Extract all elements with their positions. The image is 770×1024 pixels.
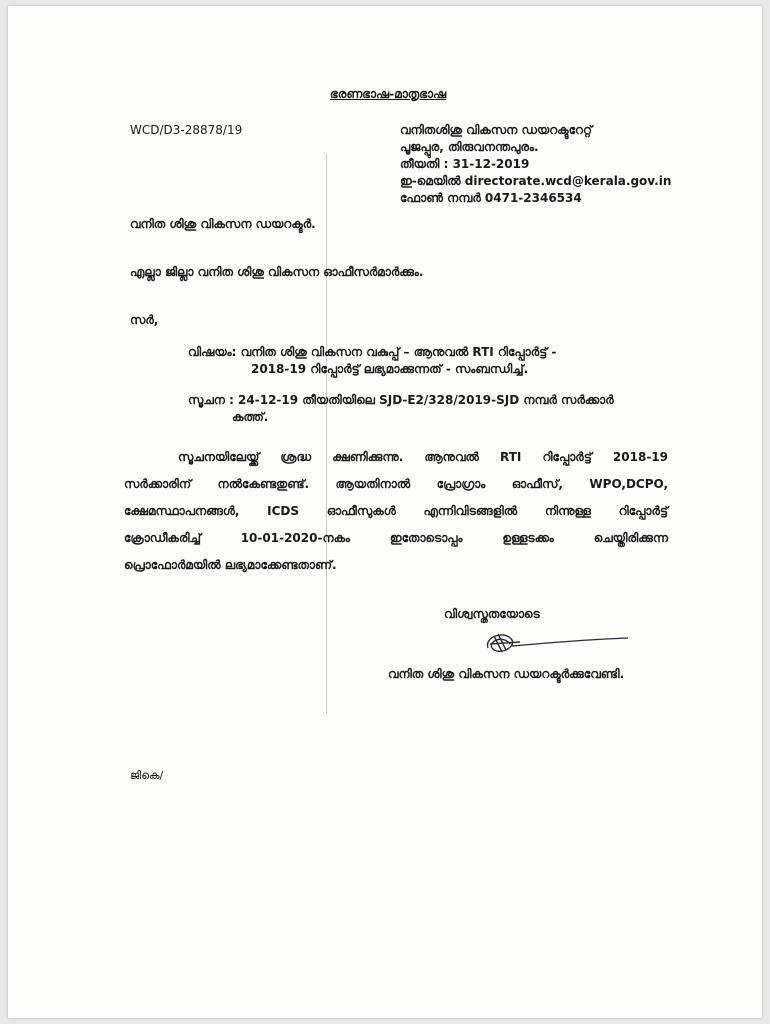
- signatory: വനിത ശിശു വികസന ഡയറക്ടർക്കുവേണ്ടി.: [388, 667, 625, 681]
- letter-page: [8, 6, 762, 1018]
- body-line: പ്രൊഫോർമയിൽ ലഭ്യമാക്കേണ്ടതാണ്.: [124, 558, 337, 572]
- signature: [476, 626, 636, 660]
- body-line: ക്ഷേമസ്ഥാപനങ്ങൾ, ICDS ഓഫീസുകൾ എന്നിവിടങ്ങളിൽ നിന്നുള്ള റിപ്പോർട്ട്: [124, 504, 668, 518]
- salutation: സർ,: [130, 313, 159, 327]
- initials: ജികെ/: [130, 769, 164, 782]
- sender: വനിത ശിശു വികസന ഡയറക്ടർ.: [130, 217, 316, 231]
- office-email: ഇ-മെയിൽ directorate.wcd@kerala.gov.in: [400, 174, 672, 188]
- body-line: സൂചനയിലേയ്ക്ക് ശ്രദ്ധ ക്ഷണിക്കുന്നു. ആനുവൽ RTI റിപ്പോർട്ട് 2018-19: [178, 450, 668, 464]
- subject-line-2: 2018-19 റിപ്പോർട്ട് ലഭ്യമാക്കുന്നത് - സംബന്ധിച്ച്.: [251, 362, 529, 376]
- reference-number: WCD/D3-28878/19: [130, 123, 243, 137]
- closing: വിശ്വസ്തതയോടെ: [444, 607, 540, 621]
- office-place: പൂജപ്പുര, തിരുവനന്തപുരം.: [400, 140, 539, 154]
- body-line: ക്രോഡീകരിച്ച് 10-01-2020-നകം ഇതോടൊപ്പം ഉള്ളടക്കം ചെയ്തിരിക്കുന്ന: [124, 531, 668, 545]
- office-name: വനിതശിശു വികസന ഡയറക്ടറേറ്റ്: [400, 123, 593, 137]
- paper-fold-line: [326, 154, 327, 714]
- recipient: എല്ലാ ജില്ലാ വനിത ശിശു വികസന ഓഫീസർമാർക്കും.: [130, 265, 424, 279]
- body-paragraph: [124, 444, 668, 579]
- subject-line-1: വിഷയം: വനിത ശിശു വികസന വകുപ്പ് – ആനുവൽ RTI റിപ്പോർട്ട് -: [188, 345, 557, 359]
- body-line: സർക്കാരിന് നൽകേണ്ടതുണ്ട്. ആയതിനാൽ പ്രോഗ്രാം ഓഫീസ്, WPO,DCPO,: [124, 477, 668, 491]
- office-phone: ഫോൺ നമ്പർ 0471-2346534: [400, 191, 582, 205]
- letter-date: തീയതി : 31-12-2019: [400, 157, 530, 171]
- letter-heading: ഭരണഭാഷ-മാതൃഭാഷ: [330, 87, 447, 101]
- reference-line-2: കത്ത്.: [232, 410, 269, 424]
- reference-line-1: സൂചന : 24-12-19 തീയതിയിലെ SJD-E2/328/2019-SJD നമ്പർ സർക്കാർ: [188, 393, 614, 407]
